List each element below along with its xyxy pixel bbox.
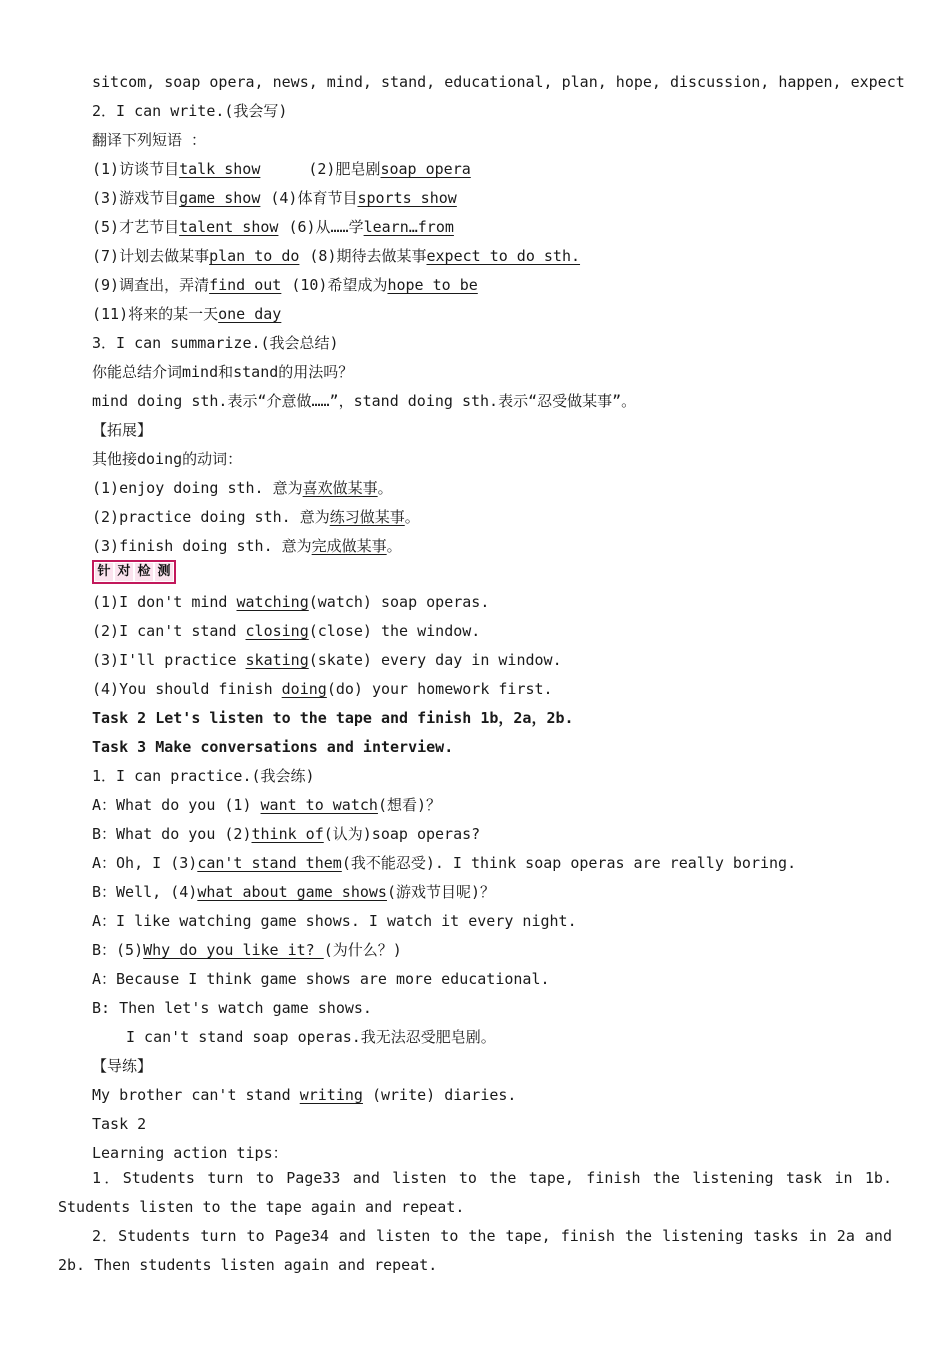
badge-char: 测: [155, 563, 173, 581]
suffix: (我不能忍受). I think soap operas are really boring.: [341, 854, 797, 872]
suffix: (write) diaries.: [362, 1086, 517, 1104]
prompt: (11)将来的某一天: [92, 305, 219, 323]
prompt: (3)I'll practice: [92, 651, 246, 669]
answer: soap opera: [380, 160, 471, 178]
suffix: (游戏节目呢)？: [386, 883, 496, 901]
prompt: (1)enjoy doing sth. 意为: [92, 479, 303, 497]
dialogue-line-7: A：Because I think game shows are more educational.: [92, 970, 550, 988]
suffix: (为什么？): [323, 941, 402, 959]
section-heading-write: 2．I can write.(我会写): [92, 102, 288, 120]
exercise-item-3: [92, 646, 892, 674]
task-2-heading: Task 2 Let's listen to the tape and finish 1b，2a，2b.: [92, 709, 574, 727]
suffix: (认为)soap operas?: [323, 825, 481, 843]
prompt: (10)希望成为: [291, 276, 388, 294]
dialogue-line-4: [92, 878, 892, 906]
answer: think of: [251, 825, 324, 843]
section-heading-summarize: 3．I can summarize.(我会总结): [92, 334, 339, 352]
prompt: A：Oh, I (3): [92, 854, 198, 872]
prompt: (2)practice doing sth. 意为: [92, 508, 330, 526]
dialogue-line-2: [92, 820, 892, 848]
extension-heading: 【拓展】: [92, 421, 153, 439]
answer: doing: [281, 680, 327, 698]
prompt: (1)I don't mind: [92, 593, 237, 611]
punct: 。: [386, 537, 402, 555]
tips-heading: Learning action tips：: [92, 1144, 288, 1162]
extension-item-3: [92, 532, 892, 560]
guided-practice-heading: 【导练】: [92, 1057, 153, 1075]
dialogue-line-3: [92, 849, 892, 877]
dialogue-line-8: B: Then let's watch game shows.: [92, 999, 372, 1017]
answer: writing: [299, 1086, 363, 1104]
punct: 。: [377, 479, 393, 497]
prompt: A：What do you (1): [92, 796, 261, 814]
prompt: (2)肥皂剧: [308, 160, 381, 178]
dialogue-line-6: [92, 936, 892, 964]
exercise-item-1: [92, 588, 892, 616]
answer: expect to do sth.: [426, 247, 581, 265]
prompt: (7)计划去做某事: [92, 247, 210, 265]
prompt: B：(5): [92, 941, 144, 959]
phrase-row-5: [92, 271, 892, 299]
summary-line: mind doing sth.表示“介意做……”，stand doing sth.表示“忍受做某事”。: [92, 392, 637, 410]
punct: 。: [404, 508, 420, 526]
task-2-label: Task 2: [92, 1115, 147, 1133]
answer: hope to be: [387, 276, 478, 294]
answer: skating: [245, 651, 309, 669]
tip-paragraph-2: 2．Students turn to Page34 and listen to the tape, finish the listening tasks in 2a and 2b. Then students listen again and repeat.: [58, 1227, 892, 1274]
phrase-row-3: [92, 213, 892, 241]
answer: want to watch: [260, 796, 378, 814]
prompt: (2)I can't stand: [92, 622, 246, 640]
badge-char: 对: [115, 563, 133, 581]
suffix: (close) the window.: [308, 622, 481, 640]
answer: one day: [218, 305, 282, 323]
phrase-row-4: [92, 242, 892, 270]
extension-item-2: [92, 503, 892, 531]
answer: can't stand them: [197, 854, 342, 872]
answer: game show: [179, 189, 261, 207]
guided-practice-item: [92, 1081, 892, 1109]
extension-item-1: [92, 474, 892, 502]
example-sentence: I can't stand soap operas.我无法忍受肥皂剧。: [126, 1028, 496, 1046]
answer: talk show: [179, 160, 261, 178]
vocab-line: sitcom, soap opera, news, mind, stand, educational, plan, hope, discussion, happen, expect: [92, 73, 905, 91]
answer: 完成做某事: [311, 537, 387, 555]
answer: sports show: [357, 189, 457, 207]
dialogue-line-1: [92, 791, 892, 819]
answer: plan to do: [209, 247, 300, 265]
task-3-heading: Task 3 Make conversations and interview.: [92, 738, 454, 756]
prompt: (4)体育节目: [270, 189, 358, 207]
phrase-row-1: [92, 155, 892, 183]
suffix: (watch) soap operas.: [308, 593, 490, 611]
prompt: (3)游戏节目: [92, 189, 180, 207]
phrase-row-6: [92, 300, 892, 328]
prompt: (8)期待去做某事: [309, 247, 427, 265]
instruction-translate: 翻译下列短语 ：: [92, 131, 207, 149]
suffix: (do) your homework first.: [326, 680, 553, 698]
answer: closing: [245, 622, 309, 640]
prompt: (3)finish doing sth. 意为: [92, 537, 312, 555]
prompt: (4)You should finish: [92, 680, 282, 698]
badge-char: 检: [135, 563, 153, 581]
prompt: (1)访谈节目: [92, 160, 180, 178]
prompt: B：Well, (4): [92, 883, 198, 901]
prompt: (6)从……学: [288, 218, 364, 236]
prompt: (9)调查出，弄清: [92, 276, 210, 294]
answer: learn…from: [363, 218, 454, 236]
section-heading-practice: 1．I can practice.(我会练): [92, 767, 315, 785]
dialogue-line-5: A：I like watching game shows. I watch it every night.: [92, 912, 577, 930]
answer: talent show: [179, 218, 279, 236]
phrase-row-2: [92, 184, 892, 212]
answer: watching: [236, 593, 309, 611]
answer: Why do you like it?: [143, 941, 324, 959]
practice-check-badge-row: [92, 557, 892, 585]
prompt: B：What do you (2): [92, 825, 252, 843]
tip-paragraph-1: 1．Students turn to Page33 and listen to the tape, finish the listening task in 1b. Students listen to the tape again and repeat.: [58, 1169, 892, 1216]
answer: 练习做某事: [329, 508, 405, 526]
prompt: (5)才艺节目: [92, 218, 180, 236]
answer: what about game shows: [197, 883, 387, 901]
suffix: (想看)？: [377, 796, 441, 814]
suffix: (skate) every day in window.: [308, 651, 562, 669]
prompt: My brother can't stand: [92, 1086, 300, 1104]
extension-intro: 其他接doing的动词：: [92, 450, 243, 468]
answer: 喜欢做某事: [302, 479, 378, 497]
exercise-item-4: [92, 675, 892, 703]
question-line: 你能总结介词mind和stand的用法吗？: [92, 363, 354, 381]
practice-check-badge: [92, 560, 176, 584]
answer: find out: [209, 276, 282, 294]
exercise-item-2: [92, 617, 892, 645]
badge-char: 针: [95, 563, 113, 581]
